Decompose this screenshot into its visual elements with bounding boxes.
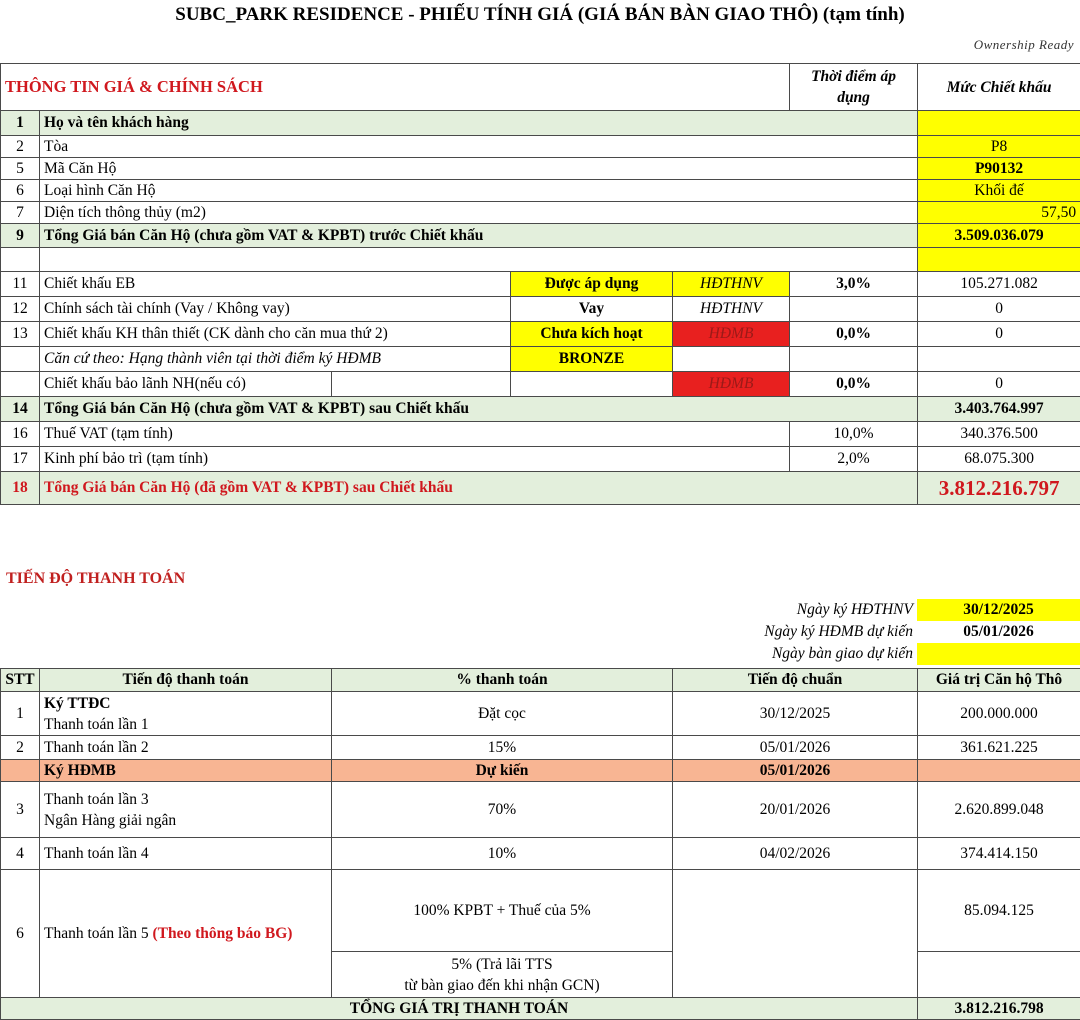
stt-header: STT — [1, 669, 40, 692]
row-customer-name — [1, 111, 1080, 136]
pricing-heading: THÔNG TIN GIÁ & CHÍNH SÁCH — [1, 64, 790, 111]
handover-label: Ngày bàn giao dự kiến — [600, 643, 917, 665]
row-apartment-code — [1, 158, 1080, 180]
vat-rate: 10,0% — [790, 422, 918, 447]
row-number: 13 — [1, 322, 40, 347]
row-apartment-type — [1, 180, 1080, 202]
row-label: Mã Căn Hộ — [40, 158, 918, 180]
schedule-header-row — [1, 669, 1080, 692]
page-title: SUBC_PARK RESIDENCE - PHIẾU TÍNH GIÁ (GIÁ BÁN BÀN GIAO THÔ) (tạm tính) — [0, 4, 1080, 26]
customer-name-value[interactable] — [918, 111, 1080, 136]
sign-hdthnv-date[interactable]: 30/12/2025 — [917, 599, 1080, 621]
row-number: 12 — [1, 297, 40, 322]
row-number: 6 — [1, 180, 40, 202]
stt: 3 — [1, 782, 40, 838]
col-discount-header: Mức Chiết khấu — [918, 64, 1080, 111]
price-before-discount-value: 3.509.036.079 — [918, 224, 1080, 248]
schedule-table — [0, 668, 1080, 1020]
apartment-type-value: Khối đế — [918, 180, 1080, 202]
stt: 4 — [1, 838, 40, 870]
row-label: Tòa — [40, 136, 918, 158]
schedule-heading: TIẾN ĐỘ THANH TOÁN — [6, 570, 185, 588]
row-tower — [1, 136, 1080, 158]
row-label: Chiết khấu bảo lãnh NH(nếu có) — [40, 372, 332, 397]
row-total-price — [1, 472, 1080, 505]
row-label: Chiết khấu EB — [40, 272, 511, 297]
row-number: 1 — [1, 111, 40, 136]
row-eb-discount — [1, 272, 1080, 297]
hdmb-percent: Dự kiến — [332, 760, 673, 782]
row-label: Chiết khấu KH thân thiết (CK dành cho căn mua thứ 2) — [40, 322, 511, 347]
payment-label — [40, 692, 332, 736]
row-loyal-discount — [1, 322, 1080, 347]
payment-row-4 — [1, 838, 1080, 870]
interest-line-2: từ bàn giao đến khi nhận GCN) — [336, 975, 668, 996]
total-payment-row — [1, 998, 1080, 1020]
stt: 6 — [1, 870, 40, 998]
payment-value: 200.000.000 — [918, 692, 1080, 736]
percent-header: % thanh toán — [332, 669, 673, 692]
eb-status: Được áp dụng — [511, 272, 673, 297]
payment-row-3 — [1, 782, 1080, 838]
payment-value: 361.621.225 — [918, 736, 1080, 760]
row-vat — [1, 422, 1080, 447]
payment-label: Thanh toán lần 4 — [40, 838, 332, 870]
payment-title: Thanh toán lần 5 — [44, 925, 149, 942]
row-label: Căn cứ theo: Hạng thành viên tại thời điểm ký HĐMB — [40, 347, 511, 372]
hdmb-row — [1, 760, 1080, 782]
payment-percent: 100% KPBT + Thuế của 5% — [332, 870, 673, 952]
payment-title: Thanh toán lần 3 — [44, 789, 327, 810]
loyal-discount: 0,0% — [790, 322, 918, 347]
eb-time: HĐTHNV — [673, 272, 790, 297]
payment-row-2 — [1, 736, 1080, 760]
payment-label — [40, 870, 332, 998]
row-label: Tổng Giá bán Căn Hộ (chưa gồm VAT & KPBT) sau Chiết khấu — [40, 397, 918, 422]
finance-time: HĐTHNV — [673, 297, 790, 322]
payment-percent: Đặt cọc — [332, 692, 673, 736]
row-maintenance — [1, 447, 1080, 472]
signature-mark: Ownership Ready — [974, 37, 1074, 53]
finance-status[interactable]: Vay — [511, 297, 673, 322]
payment-subtitle: Ngân Hàng giải ngân — [44, 810, 327, 831]
payment-date: 04/02/2026 — [673, 838, 918, 870]
area-value: 57,50 — [918, 202, 1080, 224]
row-price-after-discount — [1, 397, 1080, 422]
value-header: Giá trị Căn hộ Thô — [918, 669, 1080, 692]
sign-hdmb-date[interactable]: 05/01/2026 — [917, 621, 1080, 643]
payment-percent: 10% — [332, 838, 673, 870]
row-label: Tổng Giá bán Căn Hộ (đã gồm VAT & KPBT) sau Chiết khấu — [40, 472, 918, 505]
payment-subtitle: Thanh toán lần 1 — [44, 714, 327, 735]
row-price-before-discount — [1, 224, 1080, 248]
loyal-time: HĐMB — [673, 322, 790, 347]
maintenance-rate: 2,0% — [790, 447, 918, 472]
payment-date: 30/12/2025 — [673, 692, 918, 736]
sign-hdmb-label: Ngày ký HĐMB dự kiến — [600, 621, 917, 643]
row-membership-basis — [1, 347, 1080, 372]
handover-date[interactable] — [917, 643, 1080, 665]
payment-note: (Theo thông báo BG) — [152, 925, 292, 942]
total-price-value: 3.812.216.797 — [918, 472, 1080, 505]
col-time-header: Thời điểm áp dụng — [790, 64, 918, 111]
payment-date: 20/01/2026 — [673, 782, 918, 838]
schedule-dates — [600, 599, 1080, 665]
pricing-table — [0, 63, 1080, 505]
row-number: 18 — [1, 472, 40, 505]
row-label: Loại hình Căn Hộ — [40, 180, 918, 202]
payment-row-5 — [1, 870, 1080, 952]
payment-title: Ký TTĐC — [44, 693, 327, 714]
row-finance-policy — [1, 297, 1080, 322]
hdmb-date: 05/01/2026 — [673, 760, 918, 782]
payment-percent-interest — [332, 952, 673, 998]
apartment-code-value: P90132 — [918, 158, 1080, 180]
row-number: 16 — [1, 422, 40, 447]
row-label: Thuế VAT (tạm tính) — [40, 422, 790, 447]
row-number: 11 — [1, 272, 40, 297]
vat-value: 340.376.500 — [918, 422, 1080, 447]
interest-line-1: 5% (Trả lãi TTS — [336, 954, 668, 975]
row-label: Họ và tên khách hàng — [40, 111, 918, 136]
payment-value: 85.094.125 — [918, 870, 1080, 952]
guarantee-time: HĐMB — [673, 372, 790, 397]
hdmb-label: Ký HĐMB — [40, 760, 332, 782]
maintenance-value: 68.075.300 — [918, 447, 1080, 472]
payment-label — [40, 782, 332, 838]
sign-hdthnv-label: Ngày ký HĐTHNV — [600, 599, 917, 621]
payment-value: 2.620.899.048 — [918, 782, 1080, 838]
total-payment-label: TỔNG GIÁ TRỊ THANH TOÁN — [1, 998, 918, 1020]
standard-header: Tiến độ chuẩn — [673, 669, 918, 692]
tower-value: P8 — [918, 136, 1080, 158]
row-bank-guarantee — [1, 372, 1080, 397]
payment-percent: 15% — [332, 736, 673, 760]
payment-date: 05/01/2026 — [673, 736, 918, 760]
loyal-status: Chưa kích hoạt — [511, 322, 673, 347]
row-number: 7 — [1, 202, 40, 224]
loyal-value: 0 — [918, 322, 1080, 347]
row-label: Diện tích thông thủy (m2) — [40, 202, 918, 224]
payment-percent: 70% — [332, 782, 673, 838]
guarantee-value: 0 — [918, 372, 1080, 397]
payment-row-1 — [1, 692, 1080, 736]
payment-value: 374.414.150 — [918, 838, 1080, 870]
row-area — [1, 202, 1080, 224]
row-number: 9 — [1, 224, 40, 248]
eb-discount: 3,0% — [790, 272, 918, 297]
total-payment-value: 3.812.216.798 — [918, 998, 1080, 1020]
row-spacer — [1, 248, 1080, 272]
payment-label: Thanh toán lần 2 — [40, 736, 332, 760]
progress-header: Tiến độ thanh toán — [40, 669, 332, 692]
row-label: Chính sách tài chính (Vay / Không vay) — [40, 297, 511, 322]
row-label: Kinh phí bảo trì (tạm tính) — [40, 447, 790, 472]
row-number: 2 — [1, 136, 40, 158]
stt: 1 — [1, 692, 40, 736]
stt: 2 — [1, 736, 40, 760]
finance-value: 0 — [918, 297, 1080, 322]
row-number: 14 — [1, 397, 40, 422]
price-after-discount-value: 3.403.764.997 — [918, 397, 1080, 422]
guarantee-discount: 0,0% — [790, 372, 918, 397]
row-number: 17 — [1, 447, 40, 472]
row-number: 5 — [1, 158, 40, 180]
membership-rank: BRONZE — [511, 347, 673, 372]
row-label: Tổng Giá bán Căn Hộ (chưa gồm VAT & KPBT) trước Chiết khấu — [40, 224, 918, 248]
eb-value: 105.271.082 — [918, 272, 1080, 297]
